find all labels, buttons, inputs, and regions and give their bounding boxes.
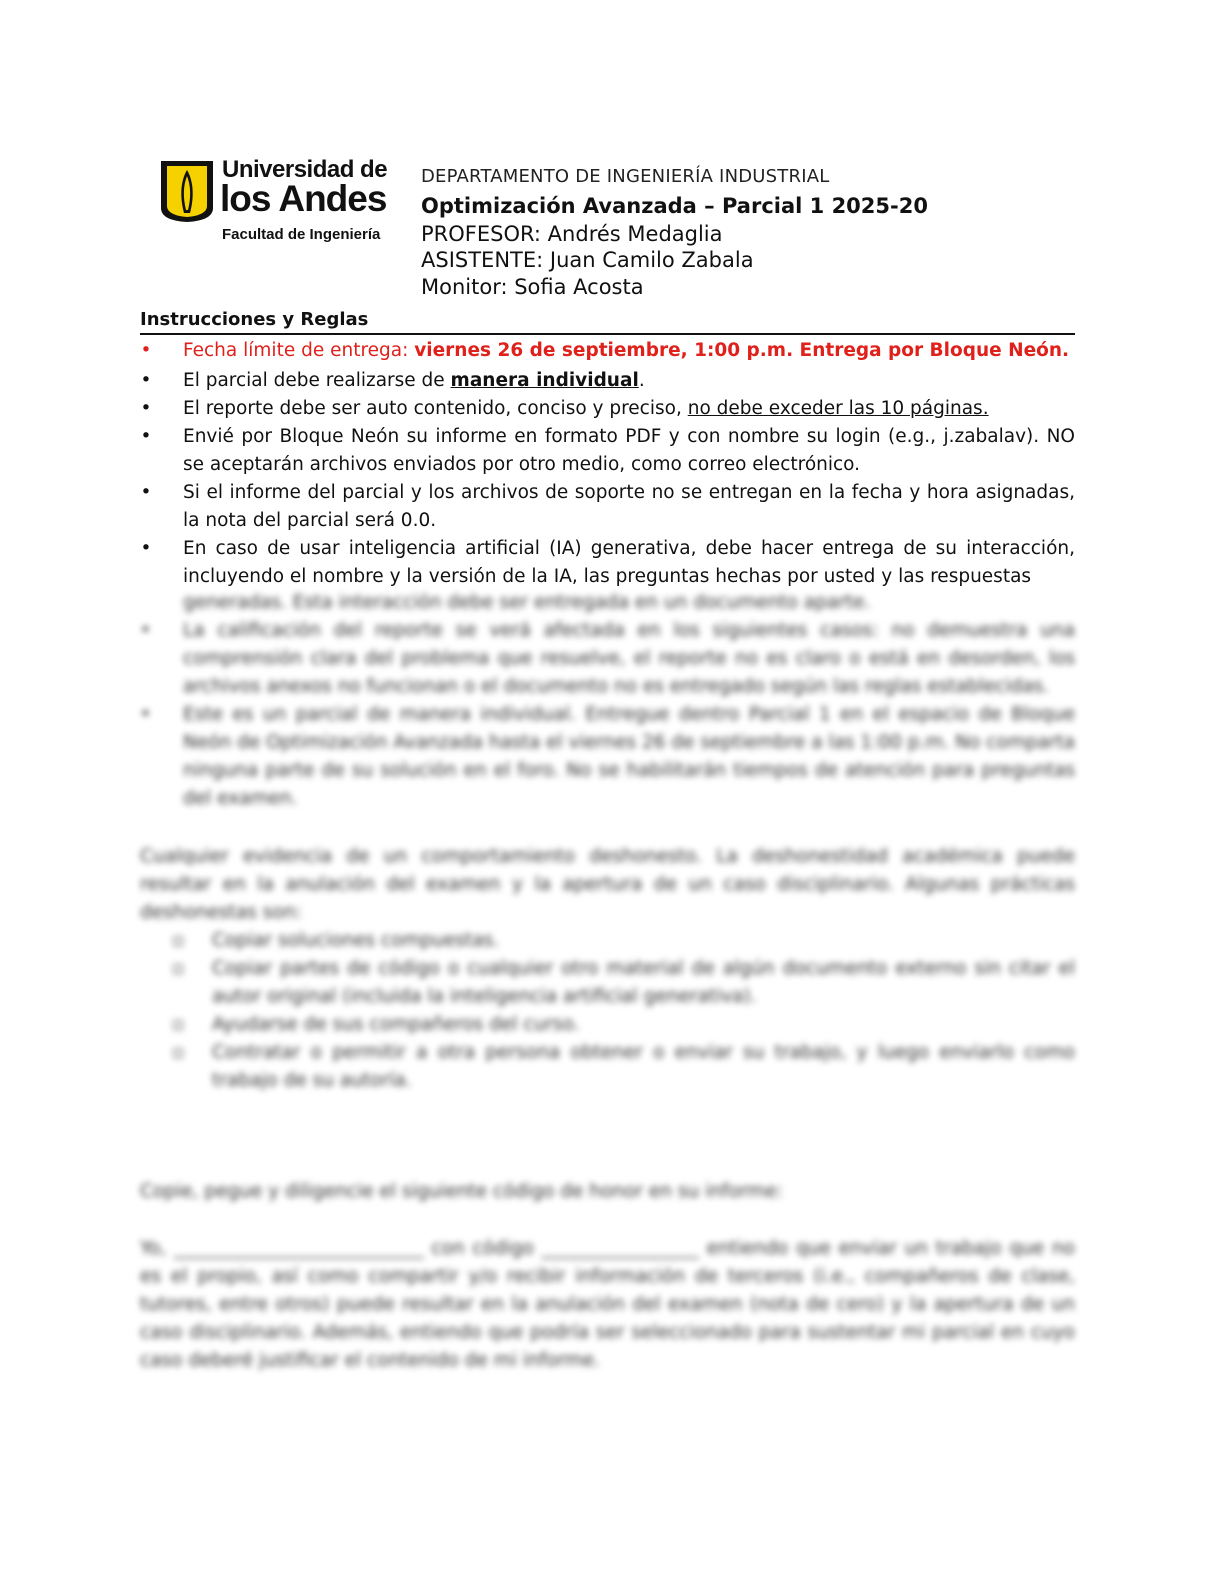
item-text: La calificación del reporte se verá afectada en los siguientes casos: no demuestra una comprensión clara del problema que resuelve, el reporte no es claro o está en desorden, los archivos anexos no funcionan o el documento no es entregado según las reglas establecidas. <box>183 620 1075 697</box>
honesty-paragraph: Cualquier evidencia de un comportamiento deshonesto. La deshonestidad académica puede resultar en la anulación del examen y la apertura de un caso disciplinario. Algunas prácticas deshonestas son: <box>140 846 1075 923</box>
list-item <box>172 1011 1075 1039</box>
list-item <box>140 367 1075 395</box>
item-suffix: . <box>638 370 645 391</box>
item-text: Envié por Bloque Neón su informe en formato PDF y con nombre su login (e.g., j.zabalav). NO se aceptarán archivos enviados por otro medio, como correo electrónico. <box>183 426 1075 475</box>
course-title: Optimización Avanzada – Parcial 1 2025-20 <box>421 194 928 218</box>
bullet-icon: ▫ <box>172 958 185 979</box>
bullet-icon: ▫ <box>172 1042 185 1063</box>
department-name: DEPARTAMENTO DE INGENIERÍA INDUSTRIAL <box>421 166 830 187</box>
list-item <box>140 395 1075 423</box>
bullet-icon: • <box>140 704 151 725</box>
list-item <box>140 617 1075 701</box>
bullet-icon: • <box>140 398 152 419</box>
bullet-icon: • <box>140 370 152 391</box>
item-text: El parcial debe realizarse de <box>183 370 451 391</box>
honor-code-intro: Copie, pegue y diligencie el siguiente código de honor en su informe: <box>140 1181 783 1202</box>
assistant-line: ASISTENTE: Juan Camilo Zabala <box>421 248 754 272</box>
bullet-icon: • <box>140 538 152 559</box>
list-item <box>140 701 1075 813</box>
item-text: Contratar o permitir a otra persona obtener o enviar su trabajo, y luego enviarlo como trabajo de su autoría. <box>212 1042 1075 1091</box>
bullet-icon: ▫ <box>172 1014 185 1035</box>
list-item <box>172 927 1075 955</box>
bullet-icon: • <box>140 340 152 361</box>
section-divider <box>140 333 1075 335</box>
item-text: Copiar partes de código o cualquier otro material de algún documento externo sin citar el autor original (incluida la inteligencia artificial generativa). <box>212 958 1075 1007</box>
item-text: Si el informe del parcial y los archivos de soporte no se entregan en la fecha y hora asignadas, la nota del parcial será 0.0. <box>183 482 1075 531</box>
bullet-icon: ▫ <box>172 930 185 951</box>
deadline-label: Fecha límite de entrega: <box>183 340 415 361</box>
list-item <box>140 479 1075 535</box>
logo-line-3: Facultad de Ingeniería <box>222 226 381 243</box>
item-emphasis: manera individual <box>450 370 639 391</box>
item-text: Copiar soluciones compuestas. <box>212 930 500 951</box>
logo-line-1: Universidad de <box>222 156 388 183</box>
logo-line-2: los Andes <box>220 178 387 219</box>
item-emphasis: no debe exceder las 10 páginas. <box>687 398 989 419</box>
item-text: Este es un parcial de manera individual. Entregue dentro Parcial 1 en el espacio de Bloque Neón de Optimización Avanzada hasta el viernes 26 de septiembre a las 1:00 p.m. No comparta ninguna parte de su solución en el foro. No se habilitarán tiempos de atención para preguntas del examen. <box>183 704 1075 809</box>
monitor-line: Monitor: Sofia Acosta <box>421 275 644 299</box>
section-title: Instrucciones y Reglas <box>140 309 369 330</box>
bullet-icon: • <box>140 620 151 641</box>
item-text: El reporte debe ser auto contenido, conciso y preciso, <box>183 398 688 419</box>
list-item <box>140 337 1075 365</box>
instructions-list <box>140 337 1075 591</box>
professor-line: PROFESOR: Andrés Medaglia <box>421 222 723 246</box>
bullet-icon: • <box>140 426 152 447</box>
honor-code-text: Yo, ___________________________ con código _________________ entiendo que enviar un trabajo que no es el propio, así como compartir y/o recibir información de terceros (i.e., compañeros de clase, tutores, entre otros) puede resultar en la anulación del examen (nota de cero) y la apertura de un caso disciplinario. Además, entiendo que podría ser seleccionado para sustentar mi parcial en cuyo caso deberé justificar el contenido de mi informe. <box>140 1238 1075 1371</box>
deadline-value: viernes 26 de septiembre, 1:00 p.m. Entrega por Bloque Neón. <box>414 340 1070 361</box>
item-text: generadas. Esta interacción debe ser entregada en un documento aparte. <box>183 592 871 613</box>
andes-shield-icon <box>158 158 216 224</box>
list-item <box>172 955 1075 1011</box>
list-item <box>172 1039 1075 1095</box>
list-item <box>140 423 1075 479</box>
list-item <box>140 589 1075 617</box>
blurred-instructions <box>140 589 1075 813</box>
item-text: En caso de usar inteligencia artificial (IA) generativa, debe hacer entrega de su interacción, incluyendo el nombre y la versión de la IA, las preguntas hechas por usted y las respuestas <box>183 538 1075 587</box>
bullet-icon: • <box>140 482 152 503</box>
item-text: Ayudarse de sus compañeros del curso. <box>212 1014 580 1035</box>
university-logo <box>158 156 388 248</box>
dishonest-practices-list <box>172 927 1075 1095</box>
list-item <box>140 535 1075 591</box>
